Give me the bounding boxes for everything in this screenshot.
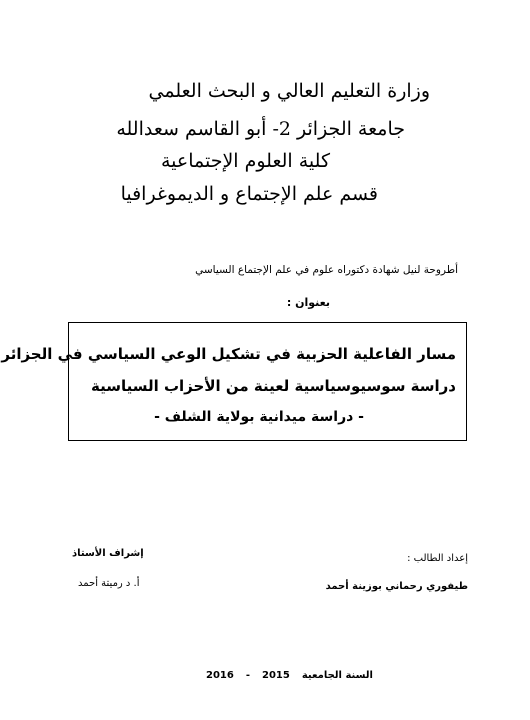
- ministry-heading: وزارة التعليم العالي و البحث العلمي: [148, 80, 430, 102]
- subject-label: بعنوان :: [286, 296, 330, 309]
- academic-year: [200, 670, 379, 681]
- faculty-heading: كلية العلوم الإجتماعية: [160, 150, 330, 172]
- thesis-title-line-3: - دراسة ميدانية بولاية الشلف -: [154, 409, 364, 425]
- academic-year-end: 2016: [206, 670, 234, 681]
- prepared-by-label: إعداد الطالب :: [407, 553, 468, 564]
- thesis-title-line-2: دراسة سوسيوسياسية لعينة من الأحزاب السياسية: [90, 377, 456, 395]
- university-heading: جامعة الجزائر 2- أبو القاسم سعدالله: [116, 118, 405, 140]
- supervisor-name: أ. د رميتة أحمد: [78, 578, 140, 589]
- supervisor-label: إشراف الأستاذ: [72, 548, 144, 559]
- academic-year-label: السنة الجامعية: [301, 670, 373, 681]
- student-name: طيفوري رحماني بوزينة أحمد: [325, 581, 468, 592]
- thesis-type-text: أطروحة لنيل شهادة دكتوراه علوم في علم الإجتماع السياسي: [195, 264, 458, 276]
- academic-year-start: 2015: [262, 670, 290, 681]
- academic-year-separator: -: [245, 670, 250, 681]
- thesis-title-line-1: مسار الفاعلية الحزبية في تشكيل الوعي السياسي في الجزائر: [1, 345, 456, 363]
- department-heading: قسم علم الإجتماع و الديموغرافيا: [120, 183, 378, 205]
- thesis-title-box: [1, 322, 467, 441]
